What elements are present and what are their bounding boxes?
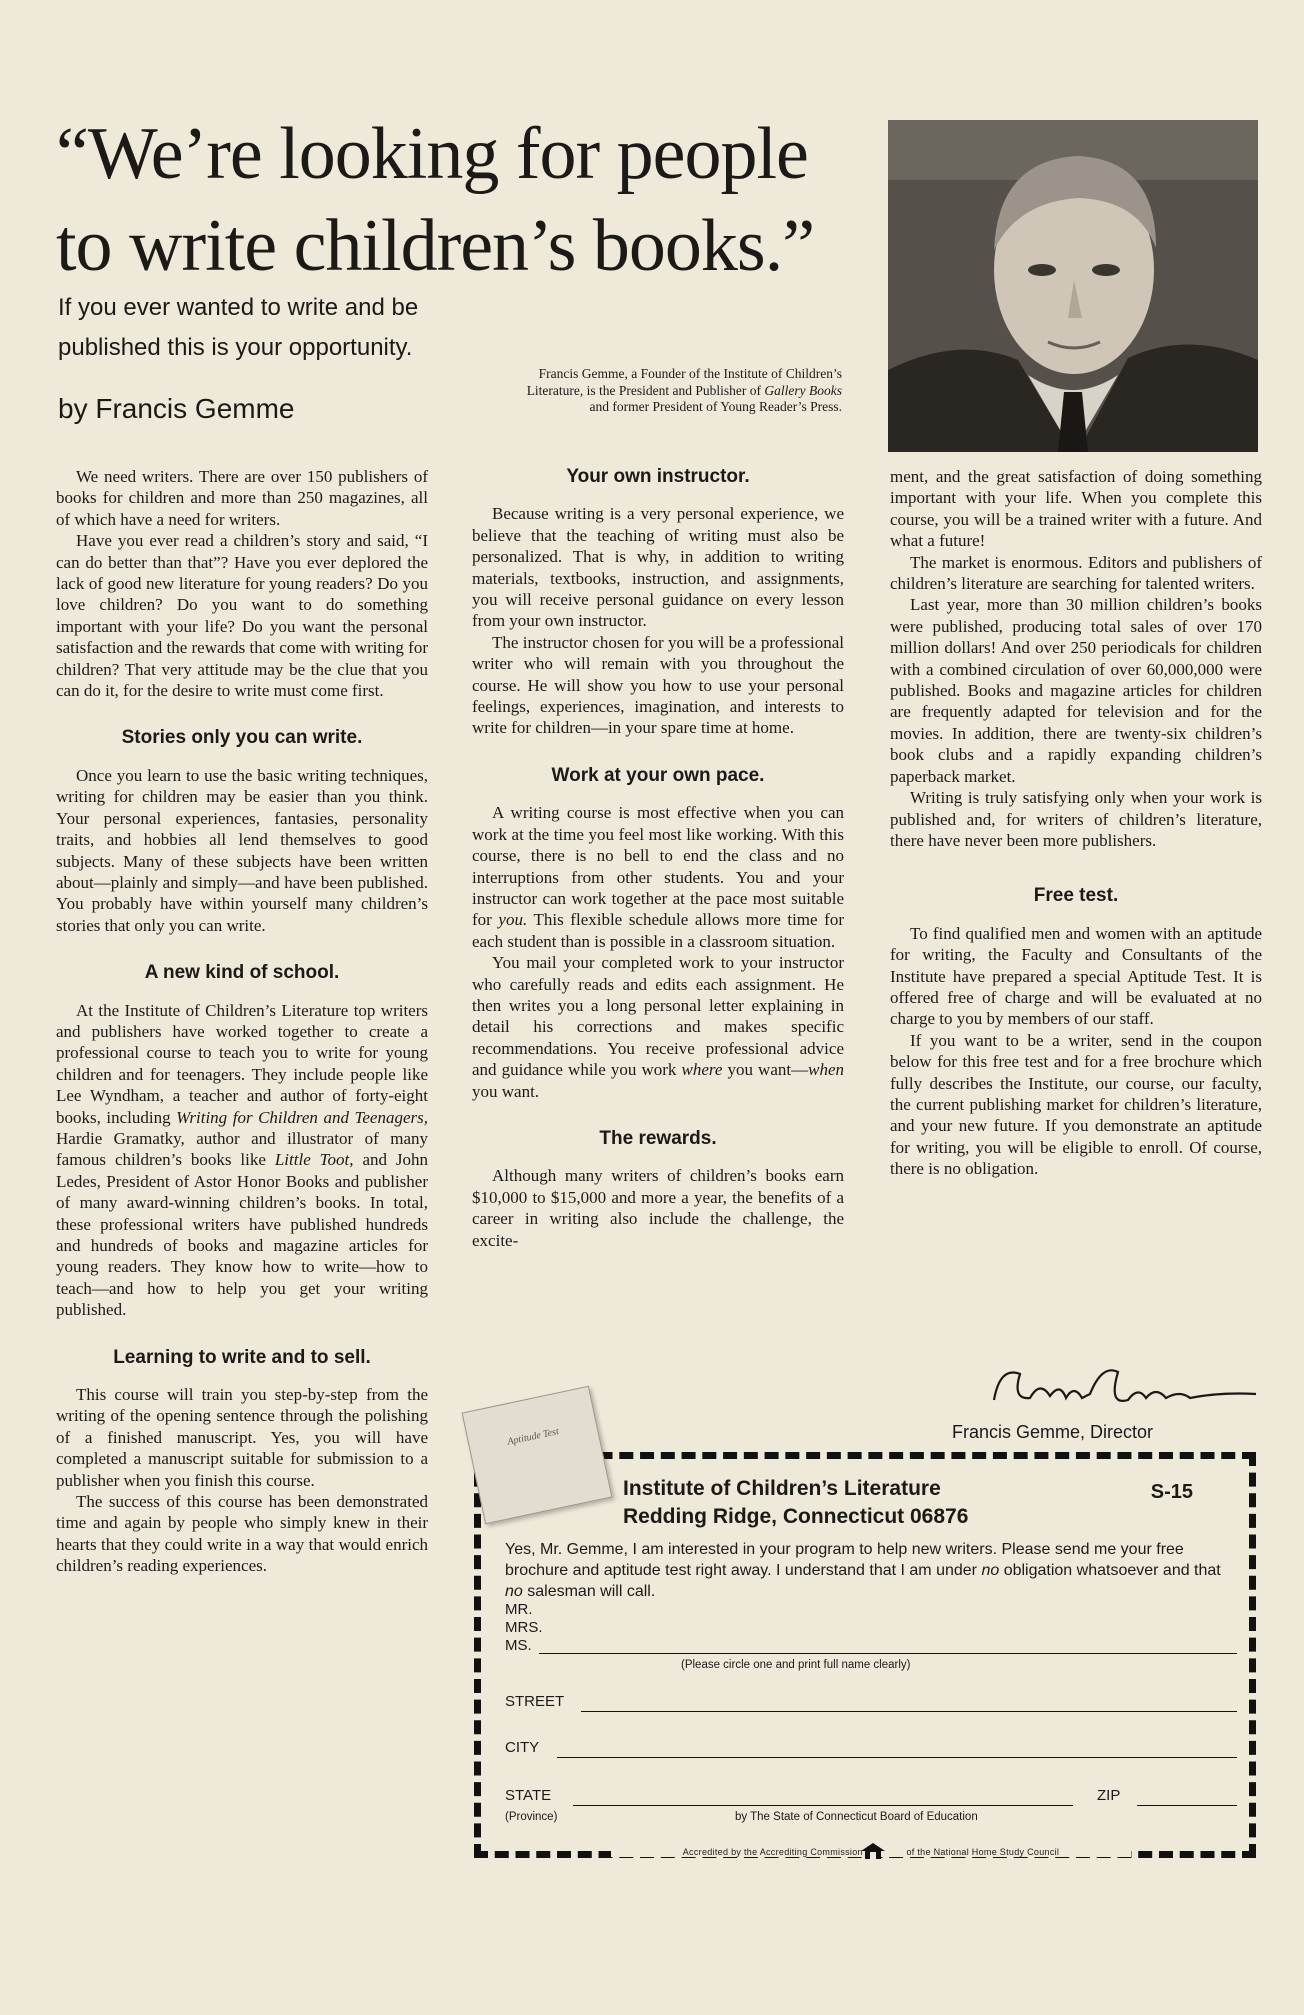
state-label: STATE xyxy=(505,1787,552,1804)
col3-paragraph-3: Last year, more than 30 million children’s books were published, producing total sales of over 170 million dollars! And over 250 periodicals for children with a combined circulation of over 60,000,000 were published. Books and magazine articles for children are frequently adapted for television and for the movies. In addition, there are twenty-six children’s book clubs and a rapidly expanding children’s paperback market. xyxy=(890,595,1262,786)
byline: by Francis Gemme xyxy=(58,393,295,424)
col1-paragraph-2: Have you ever read a children’s story and said, “I can do better than that”? Have you ever deplored the lack of good new literature for young readers? Do you love children? Do you want to do something important with your life? Do you want the personal satisfaction and the rewards that come with writing for children? That very attitude may be the clue that you can do it, for the desire to write must come first. xyxy=(56,531,428,701)
coupon-form[interactable] xyxy=(474,1452,1256,1858)
coupon-text-c: salesman will call. xyxy=(527,1583,656,1600)
city-field[interactable] xyxy=(557,1757,1237,1758)
accreditation-text-a: Accredited by the Accrediting Commission xyxy=(682,1847,863,1857)
title-option-mr[interactable]: MR. xyxy=(505,1601,533,1618)
coupon-request-text xyxy=(505,1539,1235,1602)
section-heading-school: A new kind of school. xyxy=(144,962,340,984)
col2-paragraph-4 xyxy=(472,952,844,1102)
col2-p4-italic-1: where xyxy=(681,1060,723,1080)
coupon-text-b: obligation whatsoever and that xyxy=(1003,1562,1221,1579)
zip-label: ZIP xyxy=(1097,1787,1121,1804)
street-field[interactable] xyxy=(581,1711,1237,1712)
col1-paragraph-3: Once you learn to use the basic writing techniques, writing for children may be easier than you think. Your personal experiences, fantasies, personality traits, and hobbies all lend themselves to good subjects. Many of these subjects have been written about—plainly and simply—and have been published. You probably have within yourself many children’s stories that only you can write. xyxy=(56,765,428,935)
headline-line-1: “We’re looking for people xyxy=(56,113,808,195)
name-field-hint: (Please circle one and print full name clearly) xyxy=(681,1659,911,1671)
home-study-council-icon xyxy=(859,1841,887,1861)
column-1 xyxy=(56,466,428,1577)
col1-p4-italic-1: Writing for Children and Teenagers, xyxy=(176,1107,428,1127)
column-2 xyxy=(472,466,844,1251)
col3-paragraph-4: Writing is truly satisfying only when your work is published and, for writers of children’s literature, there have never been more publishers. xyxy=(890,788,1262,850)
institute-address: Redding Ridge, Connecticut 06876 xyxy=(623,1505,969,1528)
province-label: (Province) xyxy=(505,1811,558,1823)
column-3 xyxy=(890,466,1262,1180)
caption-text-2: and former President of Young Reader’s Press. xyxy=(589,399,842,414)
portrait-illustration xyxy=(888,120,1258,452)
subheadline: If you ever wanted to write and be published this is your opportunity. xyxy=(58,294,419,361)
coupon-italic-1: no xyxy=(981,1562,1000,1579)
col2-p4-text-c: you want. xyxy=(472,1081,540,1101)
col3-paragraph-5: To find qualified men and women with an aptitude for writing, the Faculty and Consultants of the Institute have prepared a special Aptitude Test. It is offered free of charge and will be evaluated at no charge to you by members of our staff. xyxy=(890,923,1262,1029)
col1-paragraph-1: We need writers. There are over 150 publishers of books for children and more than 250 magazines, all of which have a need for writers. xyxy=(56,467,428,529)
col2-paragraph-5: Although many writers of children’s books earn $10,000 to $15,000 and more a year, the benefits of a career in writing also include the challenge, the excite- xyxy=(472,1166,844,1250)
col1-paragraph-5: This course will train you step-by-step from the writing of the opening sentence through the polishing of a finished manuscript. Yes, you will have completed a manuscript suitable for submission to a publisher when you finish this course. xyxy=(56,1385,428,1490)
caption-text-1: Francis Gemme, a Founder of the Institute of Children’s Literature, is the President and Publisher of xyxy=(526,366,842,398)
institute-name: Institute of Children’s Literature xyxy=(623,1477,941,1500)
col3-paragraph-6: If you want to be a writer, send in the coupon below for this free test and for a free brochure which fully describes the Institute, our course, our faculty, the current publishing market for children’s literature, and your new future. If you demonstrate an aptitude for writing, you will be eligible to enroll. Of course, there is no obligation. xyxy=(890,1030,1262,1179)
col2-paragraph-3 xyxy=(472,802,844,952)
col2-p3-italic: you. xyxy=(498,910,528,930)
col1-p4-text-c: and John Ledes, President of Astor Honor Books and publisher of many award-winning children’s books. In total, these professional writers have published hundreds and hundreds of books and magazine articles for young readers. They know how to write—how to teach—and how to help you get your writing published. xyxy=(56,1150,429,1320)
col1-p4-italic-2: Little Toot, xyxy=(274,1150,354,1170)
approval-note: by The State of Connecticut Board of Education xyxy=(735,1811,978,1823)
headline-line-2: to write children’s books.” xyxy=(56,205,815,287)
section-heading-instructor: Your own instructor. xyxy=(566,466,750,487)
title-option-ms[interactable]: MS. xyxy=(505,1637,532,1654)
coupon-italic-2: no xyxy=(505,1583,523,1600)
col2-p4-italic-2: when xyxy=(808,1060,844,1080)
title-option-mrs[interactable]: MRS. xyxy=(505,1619,543,1636)
name-field[interactable] xyxy=(539,1653,1237,1654)
caption-italic: Gallery Books xyxy=(764,382,842,398)
photo-caption xyxy=(520,366,842,416)
director-name: Francis Gemme, Director xyxy=(952,1422,1154,1442)
section-heading-free-test: Free test. xyxy=(1033,885,1119,907)
state-field[interactable] xyxy=(573,1805,1073,1806)
street-label: STREET xyxy=(505,1693,565,1710)
coupon-code: S-15 xyxy=(1150,1481,1193,1503)
col2-p4-text-a: You mail your completed work to your instructor who carefully reads and edits each assignment. He then writes you a long personal letter explaining in detail his corrections and makes specific recommendations. You receive professional advice and guidance while you work xyxy=(472,953,844,1080)
col1-paragraph-6: The success of this course has been demonstrated time and again by people who simply knew in their hearts that they could write in a way that would enrich children’s reading experiences. xyxy=(56,1492,428,1576)
col2-p3-text-a: A writing course is most effective when you can work at the time you feel most like working. With this course, there is no bell to end the class and no interruptions from other students. You and your instructor can work together at the pace most suitable for xyxy=(472,803,844,930)
booklet-label: Aptitude Test xyxy=(506,1426,560,1448)
col1-p4-text-a: At the Institute of Children’s Literature top writers and publishers have worked together to create a professional course to teach you to write for young children and for teenagers. They include people like Lee Wyndham, a teacher and author of forty-eight books, including xyxy=(56,1000,428,1127)
headline xyxy=(56,108,856,292)
author-portrait xyxy=(888,120,1258,452)
col2-p3-text-b: This flexible schedule allows more time for each student than is possible in a classroom situation. xyxy=(472,910,844,951)
col1-paragraph-4 xyxy=(56,1000,428,1321)
zip-field[interactable] xyxy=(1137,1805,1237,1806)
col2-p4-text-b: you want— xyxy=(727,1060,809,1080)
section-heading-learning: Learning to write and to sell. xyxy=(113,1346,371,1368)
col3-paragraph-1: ment, and the great satisfaction of doing something important with your life. When you complete this course, you will be a trained writer with a future. And what a future! xyxy=(890,467,1262,551)
coupon-text-a: Yes, Mr. Gemme, I am interested in your program to help new writers. Please send me your free brochure and aptitude test right away. I understand that I am under xyxy=(505,1541,1184,1579)
section-heading-rewards: The rewards. xyxy=(599,1127,717,1149)
section-heading-pace: Work at your own pace. xyxy=(551,764,765,786)
signature xyxy=(990,1360,1260,1420)
col2-paragraph-1: Because writing is a very personal experience, we believe that the teaching of writing must also be personalized. That is why, in addition to writing materials, textbooks, instruction, and assignments, you will receive personal guidance on every lesson from your own instructor. xyxy=(472,504,844,631)
section-heading-stories: Stories only you can write. xyxy=(121,727,363,749)
city-label: CITY xyxy=(505,1739,540,1756)
accreditation-text-b: of the National Home Study Council xyxy=(906,1847,1060,1857)
col2-paragraph-2: The instructor chosen for you will be a professional writer who will remain with you throughout the course. He will show you how to use your personal feelings, experiences, imagination, and interests to write for children—in your spare time at home. xyxy=(472,632,844,738)
col3-paragraph-2: The market is enormous. Editors and publishers of children’s literature are searching for talented writers. xyxy=(890,552,1262,594)
col1-p4-text-b: Hardie Gramatky, author and illustrator of many famous children’s books like xyxy=(56,1128,428,1170)
